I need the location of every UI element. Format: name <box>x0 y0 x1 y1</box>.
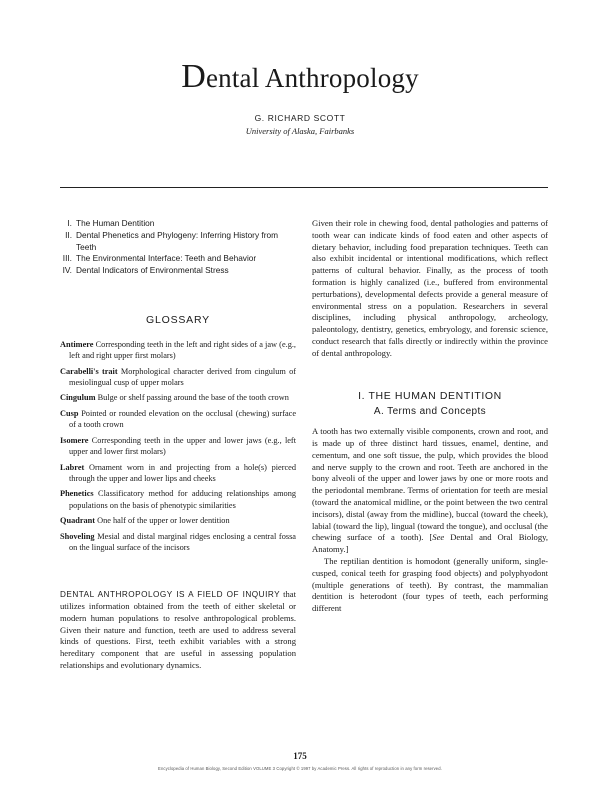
body-paragraph: Given their role in chewing food, dental pathologies and patterns of tooth wear can indicate kinds of food eaten and other aspects of dietary behavior, including food preparation techniques. Teeth can also exhibit incidental or intentional modifications, which reflect patterns of cultural behavior. Finally, as the process of tooth formation is highly canalized (i.e., buffered from environmental perturbations), developmental defects provide a general measure of environmental stress on a population. Researchers in several disciplines, including physical anthropology, archeology, paleontology, dentistry, genetics, embryology, and forensic science, conduct research that falls directly or indirectly within the province of dental anthropology. <box>312 218 548 358</box>
outline-item: III. The Environmental Interface: Teeth and Behavior <box>62 253 257 264</box>
glossary-item: Cingulum Bulge or shelf passing around the base of the tooth crown <box>60 393 289 403</box>
glossary-item: Labret Ornament worn in and projecting from a hole(s) pierced through the upper and lower lips and cheeks <box>60 462 296 483</box>
glossary-list <box>60 339 296 553</box>
intro-text: that utilizes information obtained from the teeth of either skeletal or modern human populations to resolve anthropological problems. Given their nature and function, teeth are used to address several kinds of questions. First, teeth exhibit variables with a strong hereditary component that are useful in assessing population relationships and evolutionary dynamics. <box>60 589 296 670</box>
subsection-heading: A. Terms and Concepts <box>373 406 487 418</box>
outline <box>60 218 296 277</box>
body-paragraph: The reptilian dentition is homodont (generally uniform, single-cusped, conical teeth for grasping food objects) and polyphyodont (multiple generations of teeth). By contrast, the mammalian dentition is heterodont (four types of teeth, each performing different <box>312 555 548 614</box>
page-number: 175 <box>293 751 307 761</box>
body-paragraph: A tooth has two externally visible components, crown and root, and is made up of three distinct hard tissues, enamel, dentine, and cementum, and one soft tissue, the pulp, which provides the blood and nerve supply to the crown and root. Teeth are anchored in the bony alveoli of the upper and lower jaws by one or more roots and the periodontal membrane. Terms of orientation for teeth are mesial (toward the anatomical midline, or the point between the two central incisors), distal (away from the midline), buccal (toward the cheek), labial (toward the lip), lingual (toward the tongue), and occlusal (the chewing surface of a tooth). [See Dental and Oral Biology, Anatomy.] <box>312 426 548 555</box>
author-affiliation: University of Alaska, Fairbanks <box>245 126 355 136</box>
title-initial: D <box>181 58 206 95</box>
glossary-item: Quadrant One half of the upper or lower dentition <box>60 516 230 526</box>
outline-item: II. Dental Phenetics and Phylogeny: Inferring History from Teeth <box>65 229 278 252</box>
header-rule <box>60 187 548 188</box>
glossary-item: Isomere Corresponding teeth in the upper and lower jaws (e.g., left upper and lower first molars) <box>60 435 296 456</box>
left-column <box>60 218 296 672</box>
outline-item: IV. Dental Indicators of Environmental Stress <box>62 265 229 276</box>
intro-lead: DENTAL ANTHROPOLOGY IS A FIELD OF INQUIRY <box>60 590 281 600</box>
glossary-item: Antimere Corresponding teeth in the left and right sides of a jaw (e.g., left and right upper first molars) <box>60 339 296 360</box>
glossary-item: Carabelli's trait Morphological character derived from cingulum of mesiolingual cusp of upper molars <box>60 366 296 387</box>
glossary-item: Phenetics Classificatory method for adducing relationships among populations on the basis of phenotypic similarities <box>60 489 296 510</box>
glossary-item: Cusp Pointed or rounded elevation on the occlusal (chewing) surface of a tooth crown <box>60 408 297 430</box>
title-rest: ental Anthropology <box>205 63 419 93</box>
see-also-label: See <box>432 532 445 543</box>
section-heading: I. THE HUMAN DENTITION <box>358 389 502 402</box>
outline-item: I. The Human Dentition <box>67 218 155 228</box>
copyright-footer: Encyclopedia of Human Biology, Second Edition VOLUME 3 Copyright © 1997 by Academic Press. All rights of reproduction in any form reserved. <box>158 766 442 771</box>
intro-paragraph <box>60 589 296 672</box>
author-name: G. RICHARD SCOTT <box>254 113 346 123</box>
article-title <box>0 58 600 96</box>
see-also-reference: Dental and Oral Biology, Anatomy.] <box>312 532 548 555</box>
glossary-heading: GLOSSARY <box>146 313 210 326</box>
glossary-item: Shoveling Mesial and distal marginal ridges enclosing a central fossa on the lingual surface of the incisors <box>60 531 296 552</box>
right-column <box>312 218 548 615</box>
